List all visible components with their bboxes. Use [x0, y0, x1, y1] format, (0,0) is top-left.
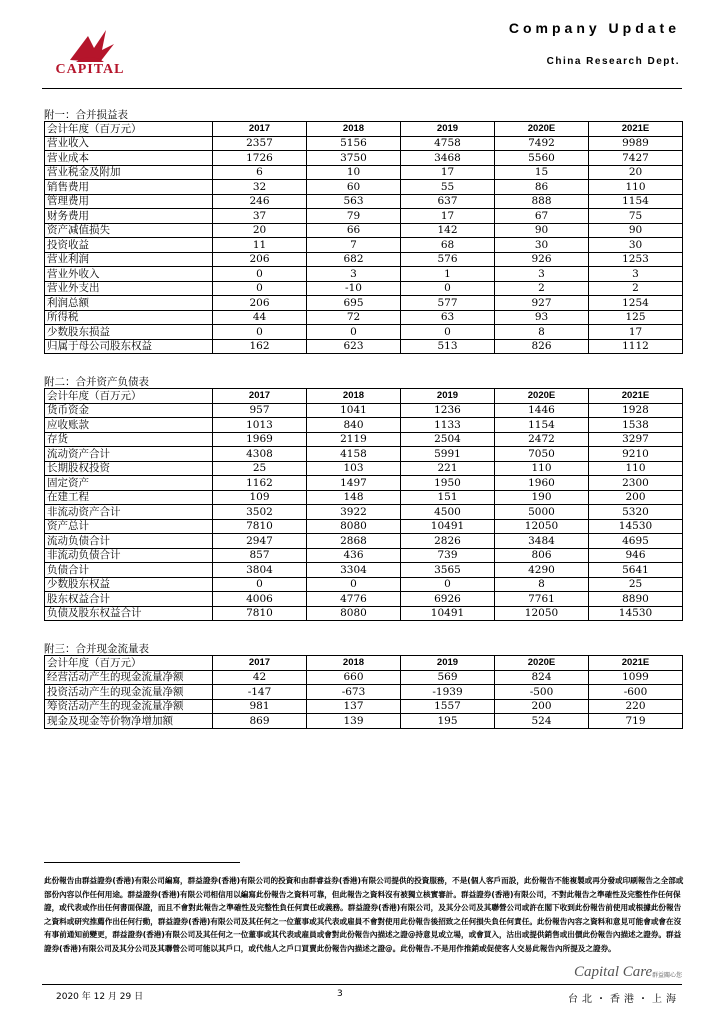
column-header-year: 2017: [213, 656, 307, 671]
table-row: [45, 505, 683, 520]
row-label: 财务费用: [45, 209, 213, 224]
table-row: [45, 403, 683, 418]
value-cell: 7810: [213, 519, 307, 534]
value-cell: 200: [589, 490, 683, 505]
column-header-label: 会计年度（百万元）: [45, 389, 213, 404]
value-cell: 148: [307, 490, 401, 505]
value-cell: 110: [495, 461, 589, 476]
value-cell: 1969: [213, 432, 307, 447]
table-row: [45, 296, 683, 311]
value-cell: 824: [495, 670, 589, 685]
row-label: 流动资产合计: [45, 447, 213, 462]
value-cell: 195: [401, 714, 495, 729]
value-cell: 110: [589, 461, 683, 476]
value-cell: 2300: [589, 476, 683, 491]
value-cell: 5991: [401, 447, 495, 462]
value-cell: 5641: [589, 563, 683, 578]
table-row: [45, 418, 683, 433]
disclaimer-text: 此份報告由群益證券(香港)有限公司編寫，群益證券(香港)有限公司的投資和由群睿益券(香港)有限公司提供的投資服務，不是(個人客戶而設，此份報告不能複製或再分發或印刷報告之全部或部份內容以作任何用途。群益證券(香港)有限公司相信用以編寫此份報告之資料可靠，但此報告之資料沒有被獨立核實審計。群益證券(香港)有限公司，不對此報告之準確性及完整性作任何保證，或代表或作出任何書面保證，而且不會對此報告之準確性及完整性負任何責任或義務。群益證券(香港)有限公司，及其分公司及其聯營公司或許在閣下收到此份報告前使用或根據此份報告之資料或研究推薦作出任何行動，群益證券(香港)有限公司及其任何之一位董事或其代表或雇員不會對使用此份報告後招致之任何損失負任何責任。此份報告內容之資料和意見可能會或會在沒有事前通知前變更，群益證券(香港)有限公司及其任何之一位董事或其代表或雇員或會對此份報告內描述之證@持意見或立場，或會買入，沽出或提供銷售或出價此份報告內描述之證券。群益證券(香港)有限公司及其分公司及其聯營公司可能以其戶口，或代他人之戶口買賣此份報告內描述之證@。此份報告.不是用作推銷或促使客人交易此報告內所提及之證券。: [44, 876, 684, 953]
value-cell: 1557: [401, 699, 495, 714]
value-cell: 623: [307, 339, 401, 354]
value-cell: 137: [307, 699, 401, 714]
row-label: 固定资产: [45, 476, 213, 491]
value-cell: 3484: [495, 534, 589, 549]
value-cell: 142: [401, 223, 495, 238]
balance-sheet-title: 附二：合并资产负债表: [44, 376, 149, 388]
value-cell: 206: [213, 296, 307, 311]
table-row: [45, 325, 683, 340]
value-cell: 30: [589, 238, 683, 253]
value-cell: 7: [307, 238, 401, 253]
value-cell: 1950: [401, 476, 495, 491]
value-cell: 695: [307, 296, 401, 311]
value-cell: 1538: [589, 418, 683, 433]
value-cell: -1939: [401, 685, 495, 700]
row-label: 非流动负债合计: [45, 548, 213, 563]
value-cell: 110: [589, 180, 683, 195]
cash-flow-title: 附三：合并现金流量表: [44, 643, 149, 655]
value-cell: 25: [589, 577, 683, 592]
value-cell: 4158: [307, 447, 401, 462]
capital-care-logo: Capital Care: [574, 964, 653, 980]
value-cell: 2504: [401, 432, 495, 447]
report-type-title: Company Update: [508, 20, 680, 36]
column-header-year: 2018: [307, 656, 401, 671]
value-cell: 190: [495, 490, 589, 505]
value-cell: 246: [213, 194, 307, 209]
report-date: 2020 年 12 月 29 日: [56, 992, 144, 1002]
value-cell: 3922: [307, 505, 401, 520]
table-row: [45, 577, 683, 592]
row-label: 负债合计: [45, 563, 213, 578]
table-row: [45, 165, 683, 180]
value-cell: 563: [307, 194, 401, 209]
table-row: [45, 151, 683, 166]
value-cell: 10: [307, 165, 401, 180]
row-label: 营业成本: [45, 151, 213, 166]
value-cell: 0: [213, 281, 307, 296]
value-cell: 869: [213, 714, 307, 729]
value-cell: 90: [495, 223, 589, 238]
value-cell: 55: [401, 180, 495, 195]
value-cell: 221: [401, 461, 495, 476]
table-row: [45, 209, 683, 224]
value-cell: 0: [213, 577, 307, 592]
row-label: 股东权益合计: [45, 592, 213, 607]
value-cell: 3565: [401, 563, 495, 578]
value-cell: 14530: [589, 519, 683, 534]
value-cell: 1: [401, 267, 495, 282]
department-label: China Research Dept.: [546, 56, 680, 67]
value-cell: 1726: [213, 151, 307, 166]
column-header-year: 2020E: [495, 389, 589, 404]
value-cell: 1154: [589, 194, 683, 209]
value-cell: 0: [213, 325, 307, 340]
column-header-year: 2021E: [589, 656, 683, 671]
value-cell: 200: [495, 699, 589, 714]
column-header-year: 2019: [401, 389, 495, 404]
cash-flow-table: [44, 655, 683, 729]
value-cell: 79: [307, 209, 401, 224]
value-cell: 3297: [589, 432, 683, 447]
row-label: 货币资金: [45, 403, 213, 418]
column-header-year: 2018: [307, 122, 401, 137]
column-header-year: 2021E: [589, 389, 683, 404]
value-cell: 1497: [307, 476, 401, 491]
value-cell: 8080: [307, 606, 401, 621]
table-header-row: [45, 656, 683, 671]
value-cell: 6926: [401, 592, 495, 607]
value-cell: 0: [401, 325, 495, 340]
row-label: 非流动资产合计: [45, 505, 213, 520]
value-cell: 577: [401, 296, 495, 311]
table-row: [45, 136, 683, 151]
value-cell: 3750: [307, 151, 401, 166]
row-label: 应收账款: [45, 418, 213, 433]
value-cell: 14530: [589, 606, 683, 621]
value-cell: 0: [213, 267, 307, 282]
row-label: 营业外支出: [45, 281, 213, 296]
table-row: [45, 563, 683, 578]
value-cell: 957: [213, 403, 307, 418]
table-row: [45, 476, 683, 491]
value-cell: 7761: [495, 592, 589, 607]
value-cell: 1112: [589, 339, 683, 354]
row-label: 所得税: [45, 310, 213, 325]
row-label: 管理费用: [45, 194, 213, 209]
table-row: [45, 252, 683, 267]
value-cell: 3468: [401, 151, 495, 166]
value-cell: 1162: [213, 476, 307, 491]
value-cell: 15: [495, 165, 589, 180]
value-cell: 660: [307, 670, 401, 685]
row-label: 营业外收入: [45, 267, 213, 282]
table-header-row: [45, 122, 683, 137]
value-cell: 1154: [495, 418, 589, 433]
table-row: [45, 223, 683, 238]
value-cell: 90: [589, 223, 683, 238]
table-row: [45, 461, 683, 476]
value-cell: 5156: [307, 136, 401, 151]
value-cell: -673: [307, 685, 401, 700]
value-cell: 151: [401, 490, 495, 505]
footnote-divider: [44, 862, 240, 863]
table-row: [45, 670, 683, 685]
value-cell: 44: [213, 310, 307, 325]
value-cell: 981: [213, 699, 307, 714]
value-cell: 3: [307, 267, 401, 282]
value-cell: 946: [589, 548, 683, 563]
table-header-row: [45, 389, 683, 404]
table-row: [45, 699, 683, 714]
footer-divider: [42, 984, 682, 985]
value-cell: 1254: [589, 296, 683, 311]
row-label: 少数股东损益: [45, 325, 213, 340]
column-header-year: 2017: [213, 389, 307, 404]
column-header-year: 2017: [213, 122, 307, 137]
value-cell: 4308: [213, 447, 307, 462]
value-cell: 3304: [307, 563, 401, 578]
value-cell: 42: [213, 670, 307, 685]
table-row: [45, 606, 683, 621]
value-cell: 8: [495, 325, 589, 340]
table-row: [45, 548, 683, 563]
value-cell: 888: [495, 194, 589, 209]
table-row: [45, 238, 683, 253]
row-label: 营业税金及附加: [45, 165, 213, 180]
value-cell: 103: [307, 461, 401, 476]
value-cell: 7427: [589, 151, 683, 166]
capital-care-tagline: 群益關心您: [652, 972, 683, 979]
value-cell: 8080: [307, 519, 401, 534]
table-row: [45, 339, 683, 354]
income-statement-title: 附一：合并损益表: [44, 109, 128, 121]
table-row: [45, 447, 683, 462]
value-cell: 6: [213, 165, 307, 180]
value-cell: 5000: [495, 505, 589, 520]
table-row: [45, 714, 683, 729]
value-cell: 162: [213, 339, 307, 354]
value-cell: 66: [307, 223, 401, 238]
value-cell: 17: [401, 209, 495, 224]
row-label: 长期股权投资: [45, 461, 213, 476]
value-cell: 513: [401, 339, 495, 354]
value-cell: 86: [495, 180, 589, 195]
value-cell: 4290: [495, 563, 589, 578]
value-cell: 4695: [589, 534, 683, 549]
value-cell: 5320: [589, 505, 683, 520]
value-cell: 2472: [495, 432, 589, 447]
value-cell: 75: [589, 209, 683, 224]
table-row: [45, 281, 683, 296]
value-cell: 7810: [213, 606, 307, 621]
value-cell: 68: [401, 238, 495, 253]
value-cell: 2: [495, 281, 589, 296]
value-cell: 7492: [495, 136, 589, 151]
value-cell: 37: [213, 209, 307, 224]
office-cities: 台北・香港・上海: [568, 994, 680, 1005]
value-cell: 1253: [589, 252, 683, 267]
value-cell: -600: [589, 685, 683, 700]
value-cell: 17: [401, 165, 495, 180]
value-cell: 4500: [401, 505, 495, 520]
value-cell: -500: [495, 685, 589, 700]
row-label: 存货: [45, 432, 213, 447]
table-row: [45, 267, 683, 282]
value-cell: 125: [589, 310, 683, 325]
table-row: [45, 490, 683, 505]
value-cell: 3804: [213, 563, 307, 578]
value-cell: 9989: [589, 136, 683, 151]
value-cell: 436: [307, 548, 401, 563]
value-cell: 1041: [307, 403, 401, 418]
value-cell: 20: [213, 223, 307, 238]
value-cell: 8: [495, 577, 589, 592]
value-cell: 8890: [589, 592, 683, 607]
value-cell: 1013: [213, 418, 307, 433]
row-label: 资产总计: [45, 519, 213, 534]
value-cell: 10491: [401, 606, 495, 621]
column-header-label: 会计年度（百万元）: [45, 656, 213, 671]
row-label: 投资活动产生的现金流量净额: [45, 685, 213, 700]
column-header-year: 2019: [401, 122, 495, 137]
value-cell: 0: [307, 325, 401, 340]
value-cell: 2947: [213, 534, 307, 549]
value-cell: 220: [589, 699, 683, 714]
row-label: 负债及股东权益合计: [45, 606, 213, 621]
page-number: 3: [337, 989, 343, 999]
table-row: [45, 685, 683, 700]
header-divider: [42, 88, 682, 89]
row-label: 营业利润: [45, 252, 213, 267]
row-label: 营业收入: [45, 136, 213, 151]
value-cell: 72: [307, 310, 401, 325]
table-row: [45, 310, 683, 325]
value-cell: 4758: [401, 136, 495, 151]
row-label: 在建工程: [45, 490, 213, 505]
value-cell: 93: [495, 310, 589, 325]
value-cell: 139: [307, 714, 401, 729]
value-cell: 1133: [401, 418, 495, 433]
balance-sheet-table: [44, 388, 683, 621]
value-cell: 682: [307, 252, 401, 267]
value-cell: 2119: [307, 432, 401, 447]
value-cell: 1099: [589, 670, 683, 685]
value-cell: 826: [495, 339, 589, 354]
value-cell: 7050: [495, 447, 589, 462]
column-header-year: 2021E: [589, 122, 683, 137]
value-cell: 20: [589, 165, 683, 180]
value-cell: 2357: [213, 136, 307, 151]
value-cell: 524: [495, 714, 589, 729]
value-cell: 4776: [307, 592, 401, 607]
value-cell: 576: [401, 252, 495, 267]
table-row: [45, 194, 683, 209]
column-header-label: 会计年度（百万元）: [45, 122, 213, 137]
value-cell: 4006: [213, 592, 307, 607]
value-cell: 806: [495, 548, 589, 563]
row-label: 归属于母公司股东权益: [45, 339, 213, 354]
value-cell: 63: [401, 310, 495, 325]
value-cell: 3502: [213, 505, 307, 520]
value-cell: 637: [401, 194, 495, 209]
row-label: 销售费用: [45, 180, 213, 195]
row-label: 流动负债合计: [45, 534, 213, 549]
table-row: [45, 432, 683, 447]
column-header-year: 2019: [401, 656, 495, 671]
value-cell: 12050: [495, 519, 589, 534]
table-row: [45, 180, 683, 195]
table-row: [45, 592, 683, 607]
table-row: [45, 534, 683, 549]
value-cell: 1960: [495, 476, 589, 491]
value-cell: 926: [495, 252, 589, 267]
value-cell: 0: [401, 281, 495, 296]
value-cell: 2826: [401, 534, 495, 549]
income-statement-table: [44, 121, 683, 354]
value-cell: 25: [213, 461, 307, 476]
value-cell: 67: [495, 209, 589, 224]
value-cell: 840: [307, 418, 401, 433]
value-cell: 10491: [401, 519, 495, 534]
value-cell: 5560: [495, 151, 589, 166]
row-label: 资产减值损失: [45, 223, 213, 238]
column-header-year: 2018: [307, 389, 401, 404]
value-cell: 0: [401, 577, 495, 592]
value-cell: 32: [213, 180, 307, 195]
value-cell: 1236: [401, 403, 495, 418]
value-cell: 739: [401, 548, 495, 563]
value-cell: 569: [401, 670, 495, 685]
value-cell: 109: [213, 490, 307, 505]
row-label: 筹资活动产生的现金流量净额: [45, 699, 213, 714]
value-cell: 206: [213, 252, 307, 267]
value-cell: 719: [589, 714, 683, 729]
value-cell: 927: [495, 296, 589, 311]
value-cell: 3: [495, 267, 589, 282]
logo-text: CAPITAL: [55, 62, 125, 77]
table-row: [45, 519, 683, 534]
row-label: 现金及现金等价物净增加额: [45, 714, 213, 729]
value-cell: 3: [589, 267, 683, 282]
column-header-year: 2020E: [495, 656, 589, 671]
value-cell: -10: [307, 281, 401, 296]
value-cell: 12050: [495, 606, 589, 621]
value-cell: 17: [589, 325, 683, 340]
value-cell: 11: [213, 238, 307, 253]
row-label: 少数股东权益: [45, 577, 213, 592]
value-cell: 1446: [495, 403, 589, 418]
value-cell: 60: [307, 180, 401, 195]
value-cell: -147: [213, 685, 307, 700]
column-header-year: 2020E: [495, 122, 589, 137]
row-label: 投资收益: [45, 238, 213, 253]
row-label: 经营活动产生的现金流量净额: [45, 670, 213, 685]
value-cell: 30: [495, 238, 589, 253]
value-cell: 9210: [589, 447, 683, 462]
value-cell: 2: [589, 281, 683, 296]
value-cell: 1928: [589, 403, 683, 418]
value-cell: 2868: [307, 534, 401, 549]
value-cell: 857: [213, 548, 307, 563]
row-label: 利润总额: [45, 296, 213, 311]
value-cell: 0: [307, 577, 401, 592]
